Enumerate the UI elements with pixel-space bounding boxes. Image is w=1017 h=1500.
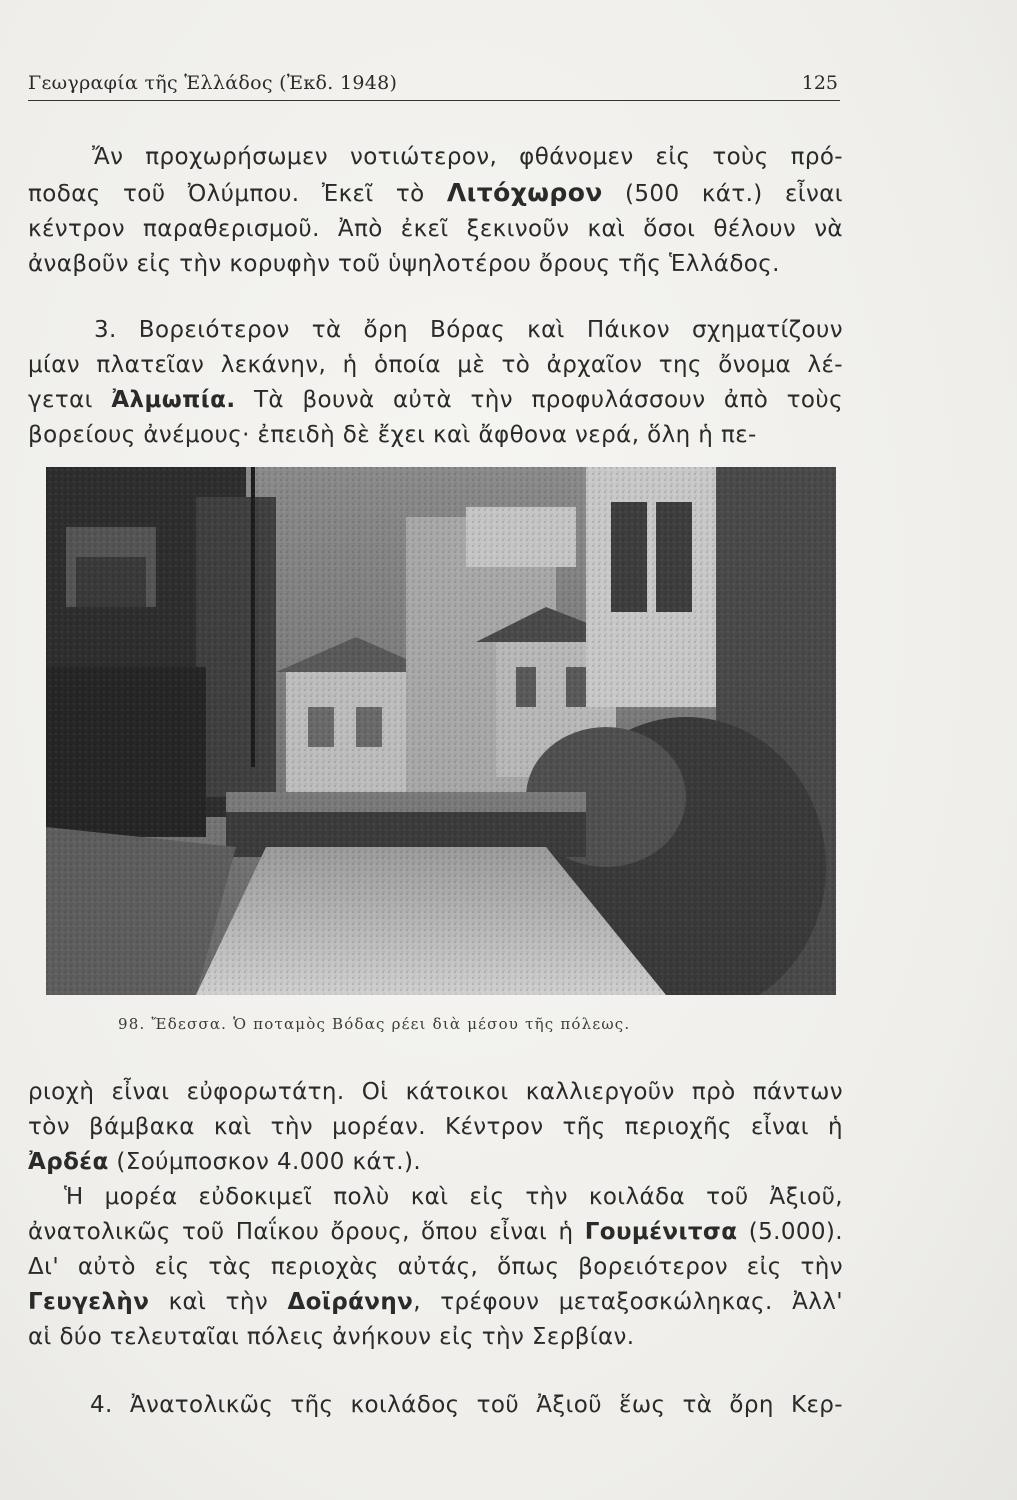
- running-title: Γεωγραφία τῆς Ἑλλάδος (Ἐκδ. 1948): [28, 72, 398, 94]
- page-number: 125: [801, 72, 838, 94]
- place-name-doirani: Δοϊράνην: [287, 1289, 414, 1315]
- text-line: μίαν πλατεῖαν λεκάνην, ἡ ὁποία μὲ τὸ ἀρχαῖον της ὄνομα λέ-: [28, 352, 843, 378]
- place-name-goumenitsa: Γουμένιτσα: [584, 1219, 738, 1245]
- text-line: αἱ δύο τελευταῖαι πόλεις ἀνήκουν εἰς τὴν Σερβίαν.: [28, 1324, 635, 1350]
- text-line: τὸν βάμβακα καὶ τὴν μορέαν. Κέντρον τῆς περιοχῆς εἶναι ἡ: [28, 1114, 843, 1140]
- paragraph-litochoro: [28, 140, 843, 282]
- section-number: 4.: [90, 1392, 113, 1418]
- place-name-litochoro: Λιτόχωρον: [446, 178, 603, 207]
- edessa-photograph: [46, 467, 836, 995]
- text-line: ριοχὴ εἶναι εὐφορωτάτη. Οἱ κάτοικοι καλλιεργοῦν πρὸ πάντων: [28, 1079, 843, 1105]
- paragraph-east-axios: [28, 1388, 843, 1423]
- text-line: κέντρον παραθερισμοῦ. Ἀπὸ ἐκεῖ ξεκινοῦν καὶ ὅσοι θέλουν νὰ: [28, 216, 843, 242]
- text-line: ποδας τοῦ Ὀλύμπου. Ἐκεῖ τὸ Λιτόχωρον (500 κάτ.) εἶναι: [28, 178, 843, 207]
- text-line: Γευγελὴν καὶ τὴν Δοϊράνην, τρέφουν μεταξοσκώληκας. Ἀλλ': [28, 1289, 843, 1315]
- page-header: [28, 70, 840, 101]
- section-number: 3.: [94, 317, 117, 343]
- text-line: 3. Βορειότερον τὰ ὄρη Βόρας καὶ Πάικον σχηματίζουν: [94, 317, 843, 343]
- place-name-ardea: Ἀρδέα: [28, 1149, 109, 1175]
- text-line: Ἀρδέα (Σούμποσκον 4.000 κάτ.).: [28, 1149, 422, 1175]
- paragraph-almopia: [28, 313, 843, 453]
- text-line: ἀναβοῦν εἰς τὴν κορυφὴν τοῦ ὑψηλοτέρου ὄρους τῆς Ἑλλάδος.: [28, 251, 780, 277]
- figure-caption: 98. Ἔδεσσα. Ὁ ποταμὸς Βόδας ρέει διὰ μέσου τῆς πόλεως.: [118, 1015, 631, 1033]
- paragraph-ardea: [28, 1075, 843, 1180]
- text-line: Δι' αὐτὸ εἰς τὰς περιοχὰς αὐτάς, ὅπως βορειότερον εἰς τὴν: [28, 1254, 843, 1280]
- text-line: βορείους ἀνέμους· ἐπειδὴ δὲ ἔχει καὶ ἄφθονα νερά, ὅλη ἡ πε-: [28, 422, 757, 448]
- text-line: 4. Ἀνατολικῶς τῆς κοιλάδος τοῦ Ἀξιοῦ ἕως τὰ ὄρη Κερ-: [90, 1392, 843, 1418]
- photo-illustration: [46, 467, 836, 995]
- text-line: Ἡ μορέα εὐδοκιμεῖ πολὺ καὶ εἰς τὴν κοιλάδα τοῦ Ἀξιοῦ,: [64, 1184, 843, 1210]
- place-name-almopia: Ἀλμωπία.: [111, 387, 236, 413]
- text-line: Ἄν προχωρήσωμεν νοτιώτερον, φθάνομεν εἰς τοὺς πρό-: [92, 144, 843, 170]
- place-name-gevgelija: Γευγελὴν: [28, 1289, 150, 1315]
- text-line: ἀνατολικῶς τοῦ Παΐκου ὄρους, ὅπου εἶναι ἡ Γουμένιτσα (5.000).: [28, 1219, 844, 1245]
- text-line: γεται Ἀλμωπία. Τὰ βουνὰ αὐτὰ τὴν προφυλάσσουν ἀπὸ τοὺς: [28, 387, 843, 413]
- paragraph-axios-valley: [28, 1180, 843, 1355]
